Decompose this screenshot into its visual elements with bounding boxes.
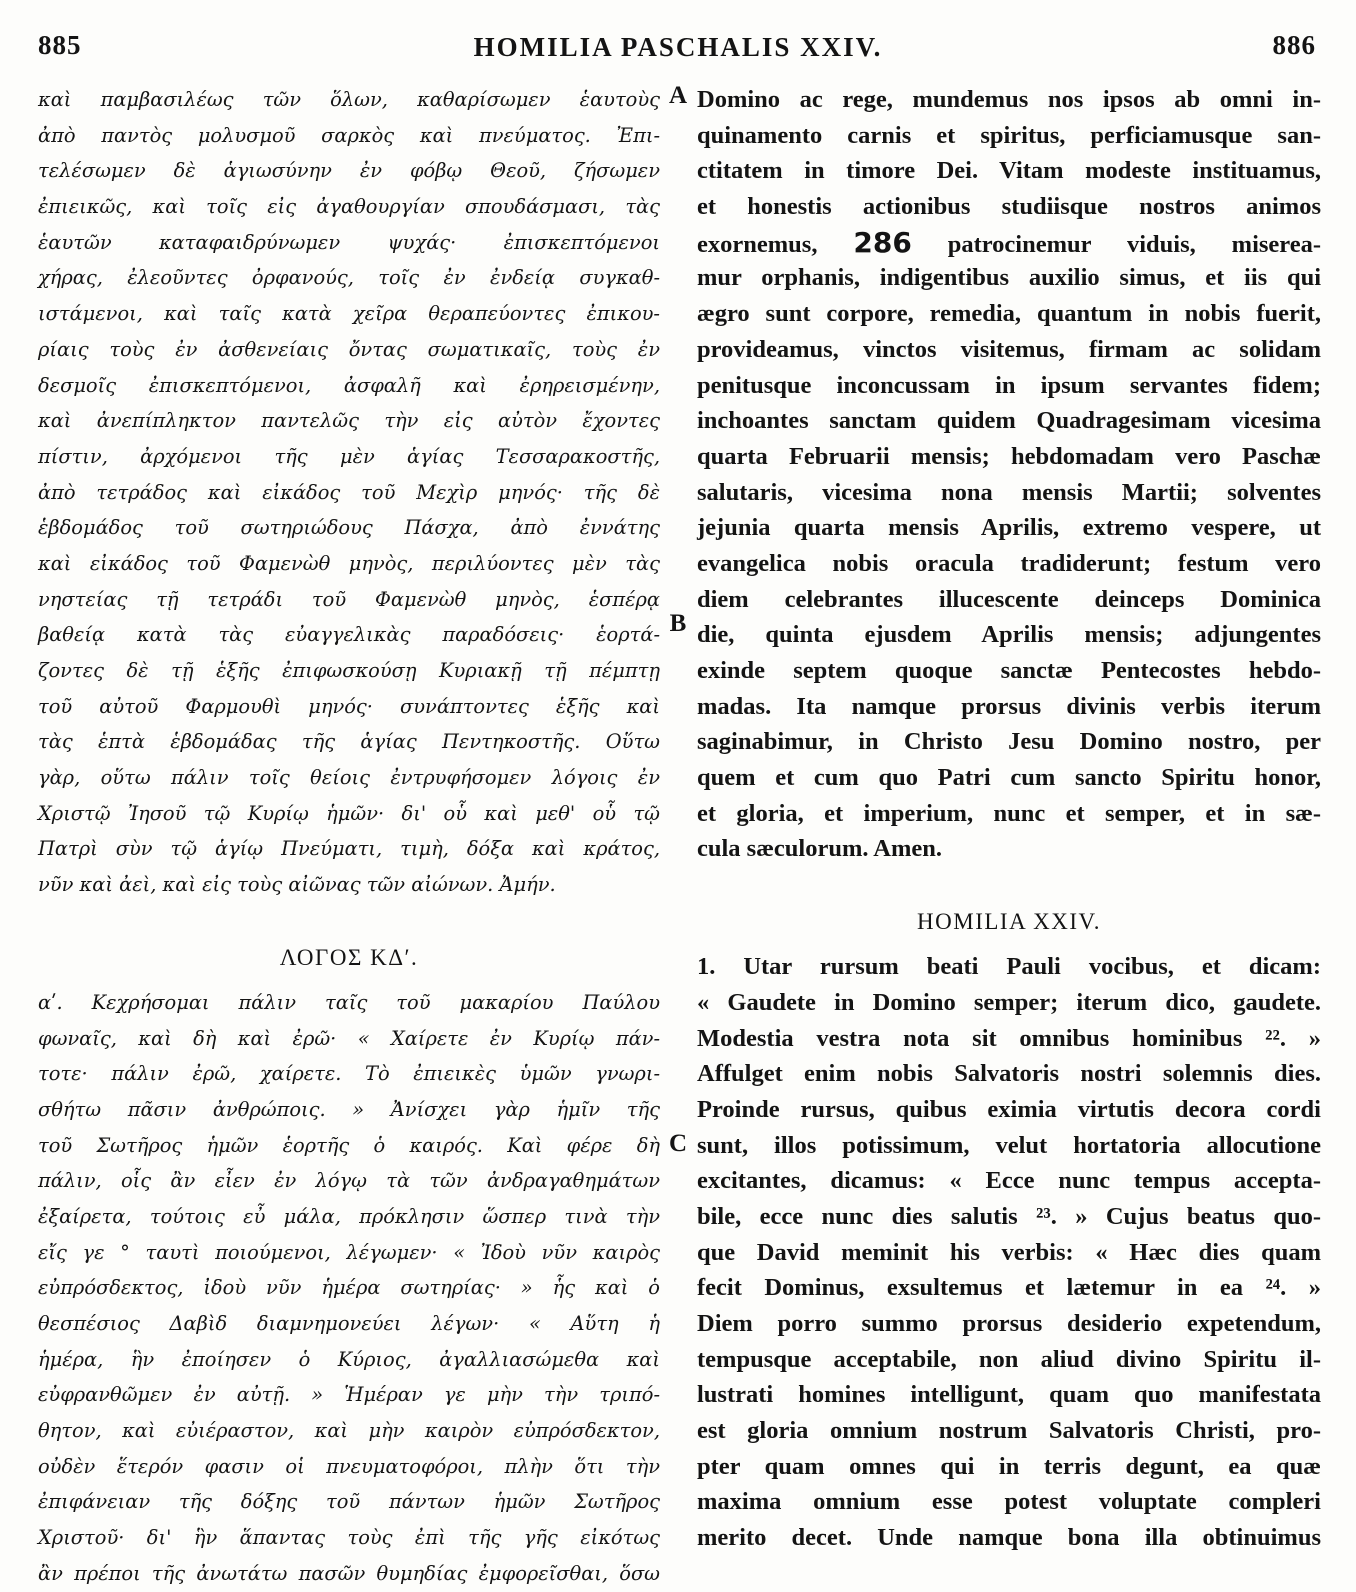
greek-line: ἐπιεικῶς, καὶ τοῖς εἰς ἀγαθουργίαν σπουδάσμασι, τὰς (38, 195, 660, 219)
greek-line: ιστάμενοι, καὶ ταῖς κατὰ χεῖρα θεραπεύοντες ἐπικου- (38, 302, 660, 326)
latin-line: inchoantes sanctam quidem Quadragesimam vicesima (697, 407, 1321, 435)
latin-line: Affulget enim nobis Salvatoris nostri solemnis dies. (697, 1060, 1321, 1088)
left-page-number: 885 (38, 30, 82, 60)
latin-line: tempusque acceptabile, non aliud divino Spiritu il- (697, 1345, 1321, 1373)
greek-line: τοῦ αὐτοῦ Φαρμουθὶ μηνός· συνάπτοντες ἑξῆς καὶ (38, 694, 660, 718)
greek-line: ἀπὸ παντὸς μολυσμοῦ σαρκὸς καὶ πνεύματος. Ἐπι- (38, 123, 660, 147)
greek-line: ζοντες δὲ τῇ ἑξῆς ἐπιφωσκούσῃ Κυριακῇ τῇ πέμπτῃ (38, 659, 660, 682)
latin-line: quem et cum quo Patri cum sancto Spiritu honor, (697, 764, 1321, 792)
latin-line: excitantes, dicamus: « Ecce nunc tempus accepta- (697, 1167, 1321, 1195)
column-number-marker: 286 (853, 225, 912, 259)
latin-line: « Gaudete in Domino semper; iterum dico, gaudete. (697, 988, 1321, 1016)
greek-line: τοῦ Σωτῆρος ἡμῶν ἑορτῆς ὁ καιρός. Καὶ φέρε δὴ (38, 1133, 660, 1157)
greek-line: δεσμοῖς ἐπισκεπτόμενοι, ἀσφαλῆ καὶ ἐρηρεισμένην, (38, 373, 660, 397)
margin-letter-c: C (668, 1130, 688, 1157)
greek-line: καὶ παμβασιλέως τῶν ὅλων, καθαρίσωμεν ἑαυτοὺς (38, 88, 660, 111)
latin-line: sunt, illos potissimum, velut hortatoria allocutione (697, 1131, 1321, 1159)
greek-line: ἐξαίρετα, τούτοις εὖ μάλα, πρόκλησιν ὥσπερ τινὰ τὴν (38, 1204, 660, 1228)
greek-line: τὰς ἑπτὰ ἑβδομάδας τῆς ἁγίας Πεντηκοστῆς. Οὕτω (38, 730, 660, 754)
greek-line: Χριστῷ Ἰησοῦ τῷ Κυρίῳ ἡμῶν· δι' οὗ καὶ μεθ' οὗ τῷ (38, 801, 660, 825)
margin-letter-a: A (668, 82, 688, 109)
greek-line: τελέσωμεν δὲ ἁγιωσύνην ἐν φόβῳ Θεοῦ, ζήσωμεν (38, 159, 660, 183)
latin-line: et gloria, et imperium, nunc et semper, et in sæ- (697, 799, 1321, 827)
latin-line: saginabimur, in Christo Jesu Domino nostro, per (697, 728, 1321, 756)
greek-line: βαθείᾳ κατὰ τὰς εὐαγγελικὰς παραδόσεις· ἑορτά- (38, 623, 660, 647)
greek-line: εὐπρόσδεκτος, ἰδοὺ νῦν ἡμέρα σωτηρίας· » ἧς καὶ ὁ (38, 1276, 660, 1300)
greek-line: πίστιν, ἀρχόμενοι τῆς μὲν ἁγίας Τεσσαρακοστῆς, (38, 444, 660, 468)
latin-line: pter quam omnes qui in terris degunt, ea quæ (697, 1452, 1321, 1480)
latin-line: evangelica nobis oracula tradiderunt; festum vero (697, 549, 1321, 577)
latin-line: madas. Ita namque prorsus divinis verbis iterum (697, 692, 1321, 720)
greek-line: γὰρ, οὕτω πάλιν τοῖς θείοις ἐντρυφήσομεν λόγοις ἐν (38, 766, 660, 790)
latin-line: Modestia vestra nota sit omnibus hominibus ²². » (697, 1024, 1321, 1052)
greek-line: ρίαις τοὺς ἐν ἀσθενείαις ὄντας σωματικαῖς, τοὺς ἐν (38, 337, 660, 361)
latin-line: maxima omnium esse potest voluptate compleri (697, 1488, 1321, 1516)
latin-line: Proinde rursus, quibus eximia virtutis decora cordi (697, 1095, 1321, 1123)
latin-line: diem celebrantes illucescente deinceps Dominica (697, 585, 1321, 613)
latin-line: ctitatem in timore Dei. Vitam modeste instituamus, (697, 157, 1321, 185)
greek-line: φωναῖς, καὶ δὴ καὶ ἐρῶ· « Χαίρετε ἐν Κυρίῳ πάν- (38, 1026, 660, 1050)
greek-line: ἑαυτῶν καταφαιδρύνωμεν ψυχάς· ἐπισκεπτόμενοι (38, 230, 660, 254)
latin-column (697, 82, 1322, 1552)
greek-line: αʹ. Κεχρήσομαι πάλιν ταῖς τοῦ μακαρίου Παύλου (38, 990, 660, 1014)
section-gap (697, 867, 1321, 902)
latin-line: lustrati homines intelligunt, quam quo manifestata (697, 1381, 1321, 1409)
latin-line: ægro sunt corpore, remedia, quantum in nobis fuerit, (697, 300, 1321, 328)
greek-line: οὐδὲν ἕτερόν φασιν οἱ πνευματοφόροι, πλὴν ὅτι τὴν (38, 1454, 660, 1478)
greek-line: θεσπέσιος Δαβὶδ διαμνημονεύει λέγων· « Αὕτη ἡ (38, 1312, 660, 1335)
latin-line-end: patrocinemur viduis, miserea- (947, 230, 1322, 258)
latin-line: merito decet. Unde namque bona illa obtinuimus (697, 1524, 1321, 1552)
greek-line: ἂν πρέποι τῆς ἀνωτάτω πασῶν θυμηδίας ἐμφορεῖσθαι, ὅσω (38, 1561, 660, 1585)
running-head (0, 0, 1356, 70)
latin-line: provideamus, vinctos visitemus, firmam ac solidam (697, 335, 1321, 363)
greek-column (38, 82, 660, 1585)
greek-line: εἴς γε ° ταυτὶ ποιούμενοι, λέγωμεν· « Ἰδοὺ νῦν καιρὸς (38, 1240, 660, 1264)
greek-line: ἑβδομάδος τοῦ σωτηριώδους Πάσχα, ἀπὸ ἐννάτης (38, 516, 660, 540)
greek-line: νῦν καὶ ἀεὶ, καὶ εἰς τοὺς αἰῶνας τῶν αἰώνων. Ἀμήν. (38, 873, 556, 897)
latin-line: penitusque inconcussam in ipsum servantes fidem; (697, 371, 1321, 399)
latin-line: et honestis actionibus studiisque nostros animos (697, 193, 1321, 221)
greek-line: θητον, καὶ εὐιέραστον, καὶ μὴν καιρὸν εὐπρόσδεκτον, (38, 1419, 660, 1443)
section-gap (697, 942, 1321, 949)
greek-line: Χριστοῦ· δι' ἣν ἅπαντας τοὺς ἐπὶ τῆς γῆς εἰκότως (38, 1526, 660, 1550)
greek-line: Πατρὶ σὺν τῷ ἁγίῳ Πνεύματι, τιμὴ, δόξα καὶ κράτος, (38, 837, 660, 861)
latin-line: est gloria omnium nostrum Salvatoris Christi, pro- (697, 1417, 1321, 1445)
greek-line: νηστείας τῇ τετράδι τοῦ Φαμενὼθ μηνὸς, ἑσπέρᾳ (38, 587, 660, 611)
latin-line: Diem porro summo prorsus desiderio expetendum, (697, 1310, 1321, 1337)
greek-line: χήρας, ἐλεοῦντες ὀρφανούς, τοῖς ἐν ἐνδείᾳ συγκαθ- (38, 266, 660, 290)
latin-line: die, quinta ejusdem Aprilis mensis; adjungentes (697, 621, 1321, 649)
latin-line: jejunia quarta mensis Aprilis, extremo vespere, ut (697, 514, 1321, 542)
latin-line: salutaris, vicesima nona mensis Martii; solventes (697, 478, 1321, 506)
latin-section-title: HOMILIA XXIV. (917, 909, 1101, 935)
greek-line: ἀπὸ τετράδος καὶ εἰκάδος τοῦ Μεχὶρ μηνός· τῆς δὲ (38, 480, 660, 504)
greek-line: καὶ ἀνεπίπληκτον παντελῶς τὴν εἰς αὐτὸν ἔχοντες (38, 409, 660, 433)
section-gap (38, 903, 660, 938)
greek-line: εὐφρανθῶμεν ἐν αὐτῇ. » Ἡμέραν γε μὴν τὴν τριπό- (38, 1383, 660, 1407)
latin-line: exinde septem quoque sanctæ Pentecostes hebdo- (697, 657, 1321, 684)
latin-line (697, 225, 1321, 261)
greek-line: σθήτω πᾶσιν ἀνθρώποις. » Ἀνίσχει γὰρ ἡμῖν τῆς (38, 1097, 660, 1121)
greek-line: καὶ εἰκάδος τοῦ Φαμενὼθ μηνὸς, περιλύοντες μὲν τὰς (38, 551, 660, 575)
greek-line: τοτε· πάλιν ἐρῶ, χαίρετε. Τὸ ἐπιεικὲς ὑμῶν γνωρι- (38, 1062, 660, 1086)
section-gap (38, 978, 660, 985)
right-page-number: 886 (1272, 30, 1316, 60)
latin-line: quarta Februarii mensis; hebdomadam vero Paschæ (697, 442, 1321, 470)
page-title: HOMILIA PASCHALIS XXIV. (473, 32, 883, 62)
greek-line: ἐπιφάνειαν τῆς δόξης τοῦ πάντων ἡμῶν Σωτῆρος (38, 1490, 660, 1514)
latin-line: Domino ac rege, mundemus nos ipsos ab omni in- (697, 86, 1321, 113)
margin-letter-b: B (669, 610, 687, 637)
greek-section-title: ΛΟΓΟΣ ΚΔʹ. (279, 944, 419, 970)
latin-line: bile, ecce nunc dies salutis ²³. » Cujus beatus quo- (697, 1202, 1321, 1230)
latin-line: fecit Dominus, exsultemus et lætemur in ea ²⁴. » (697, 1274, 1321, 1302)
greek-line: ἡμέρα, ἣν ἐποίησεν ὁ Κύριος, ἀγαλλιασώμεθα καὶ (38, 1347, 660, 1371)
greek-line: πάλιν, οἷς ἂν εἶεν ἐν λόγῳ τὰ τῶν ἀνδραγαθημάτων (38, 1169, 660, 1193)
latin-line: mur orphanis, indigentibus auxilio simus, et iis qui (697, 264, 1321, 292)
latin-line: cula sæculorum. Amen. (697, 835, 942, 863)
latin-line-start: exornemus, (697, 230, 818, 258)
latin-line: quinamento carnis et spiritus, perficiamusque san- (697, 121, 1321, 149)
latin-line: 1. Utar rursum beati Pauli vocibus, et dicam: (697, 953, 1321, 981)
latin-line: que David meminit his verbis: « Hæc dies quam (697, 1238, 1321, 1266)
